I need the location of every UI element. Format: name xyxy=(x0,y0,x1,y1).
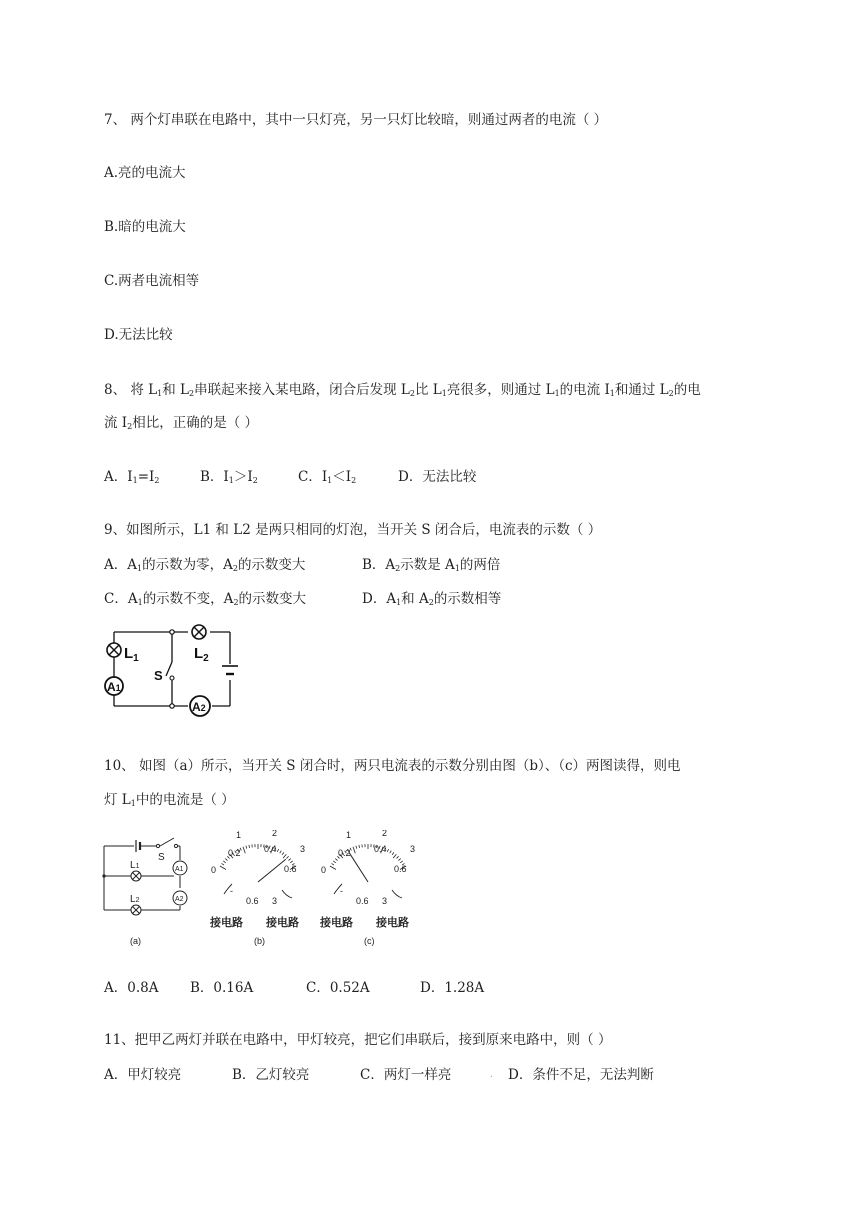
label-a1: A1 xyxy=(107,680,121,694)
meter-b-tick xyxy=(225,859,227,861)
q10-figure xyxy=(100,830,420,950)
meter-c-tick xyxy=(330,866,336,870)
meter-b-tick xyxy=(289,859,291,861)
meter-c-term-06: 0.6 xyxy=(356,896,369,906)
meter-b-jie-left: 接电路 xyxy=(210,917,243,929)
meter-b-scale-2: 2 xyxy=(272,830,278,838)
meter-c-needle xyxy=(349,853,368,882)
meter-b-scale-0.2: 0.2 xyxy=(228,848,241,858)
q10-lamp-l2-icon xyxy=(131,905,141,915)
q10-option-a: A．0.8A xyxy=(104,980,159,996)
meter-b-tick xyxy=(277,849,279,852)
meter-b-tick xyxy=(283,854,286,858)
q10-caption-b: (b) xyxy=(254,936,265,946)
meter-b-scale-1: 1 xyxy=(236,830,242,840)
q7-option-b: B.暗的电流大 xyxy=(104,219,186,235)
meter-c-tick xyxy=(392,852,394,854)
q8-sub: 1 xyxy=(554,389,560,398)
q10-option-c: C．0.52A xyxy=(306,980,370,996)
q7-option-c: C.两者电流相等 xyxy=(104,273,200,289)
label-a2: A2 xyxy=(192,700,206,714)
q10-option-b: B．0.16A xyxy=(190,980,254,996)
q8-sub: 2 xyxy=(409,389,415,398)
q8-sub: 2 xyxy=(668,389,674,398)
q8-option-d: D．无法比较 xyxy=(398,469,477,485)
q9-option-a: A．$A_1$的示数为零，$A_2$的示数变大 xyxy=(104,557,306,573)
label-s: S xyxy=(154,668,163,683)
meter-c-tick xyxy=(353,847,355,854)
q8-option-b: B．$I_1>I_2$ xyxy=(200,469,258,485)
q8-stem-line2: 流 $I_2$相比，正确的是（ ） xyxy=(104,415,259,431)
q8-option-a: A．$I_1=I_2$ xyxy=(104,469,160,485)
meter-c-scale-1: 1 xyxy=(346,830,352,840)
meter-b-scale-0: 0 xyxy=(211,865,217,875)
meter-c-tick xyxy=(400,861,402,863)
label-l1: $L_1$ xyxy=(124,645,139,664)
meter-c-tick xyxy=(397,856,399,858)
q10-label-a1: A1 xyxy=(175,866,184,873)
q9-option-d: D．$A_1$和 $A_2$的示数相等 xyxy=(362,591,502,607)
label-l2: $L_2$ xyxy=(194,645,209,664)
meter-b-scale-0.4: 0.4 xyxy=(264,844,277,854)
q10-label-s: S xyxy=(158,852,165,863)
meter-c-scale-0.2: 0.2 xyxy=(338,848,351,858)
q11-option-b: B．乙灯较亮 xyxy=(232,1067,310,1083)
meter-b-tick xyxy=(223,861,225,863)
q11-option-a: A．甲灯较亮 xyxy=(104,1067,182,1083)
meter-c-term-3: 3 xyxy=(382,896,388,906)
meter-b-scale-0.6: 0.6 xyxy=(284,864,297,874)
meter-c-tick xyxy=(335,859,337,861)
meter-b-scale-3: 3 xyxy=(300,844,306,854)
meter-c-tick xyxy=(333,861,335,863)
q9-option-b: B．$A_2$示数是 $A_1$的两倍 xyxy=(362,557,501,573)
meter-c-tick xyxy=(359,845,360,848)
meter-c-scale-0.6: 0.6 xyxy=(394,864,407,874)
meter-b-tick xyxy=(282,852,284,854)
meter-c-scale-2: 2 xyxy=(382,830,388,838)
q10-label-a2: A2 xyxy=(175,896,184,903)
meter-c-tick xyxy=(390,851,392,854)
meter-b-jie-right: 接电路 xyxy=(266,917,299,929)
meter-c-scale-3: 3 xyxy=(410,844,416,854)
q10-label-l1: L1 xyxy=(130,860,140,871)
meter-c-jie-right: 接电路 xyxy=(376,917,409,929)
meter-b-tick xyxy=(249,845,250,848)
meter-c-tick xyxy=(399,859,401,861)
q10-stem-line1: 10、 如图（a）所示，当开关 S 闭合时，两只电流表的示数分别由图（b）、（c）两图读得，则电 xyxy=(104,758,681,774)
meter-c-term-minus: - xyxy=(340,886,343,896)
q10-stem-line2: 灯 $L_1$中的电流是（ ） xyxy=(104,792,235,808)
q9-option-c: C．$A_1$的示数不变，$A_2$的示数变大 xyxy=(104,591,307,607)
lamp-l2-icon xyxy=(192,625,206,639)
meter-c-tick xyxy=(332,863,335,865)
meter-b-term-06: 0.6 xyxy=(246,896,259,906)
q10-option-d: D．1.28A xyxy=(420,980,485,996)
meter-b-term-3: 3 xyxy=(272,896,278,906)
meter-c-jie-left: 接电路 xyxy=(320,917,353,929)
meter-c-tick xyxy=(356,846,357,849)
q7-option-d: D.无法比较 xyxy=(104,327,173,343)
q10-lamp-l1-icon xyxy=(131,871,141,881)
meter-b-term-minus: - xyxy=(230,886,233,896)
meter-b-tick xyxy=(280,851,282,854)
q7-option-a: A.亮的电流大 xyxy=(104,165,186,181)
q11-stray-dot: . xyxy=(490,1070,493,1080)
q7-stem: 7、 两个灯串联在电路中，其中一只灯亮，另一只灯比较暗，则通过两者的电流（ ） xyxy=(104,112,608,128)
q9-stem: 9、如图所示，L1 和 L2 是两只相同的灯泡，当开关 S 闭合后，电流表的示数（ ） xyxy=(104,522,602,538)
q9-circuit-diagram xyxy=(100,622,250,722)
q10-meter-c xyxy=(319,830,415,946)
q10-caption-c: (c) xyxy=(364,936,375,946)
meter-c-tick xyxy=(393,854,396,858)
meter-b-needle xyxy=(258,859,286,882)
lamp-l1-icon xyxy=(107,643,121,657)
q11-option-c: C．两灯一样亮 xyxy=(360,1067,452,1083)
meter-b-tick xyxy=(287,856,289,858)
q10-label-l2: L2 xyxy=(130,894,140,905)
meter-c-scale-0: 0 xyxy=(321,865,327,875)
meter-b-tick xyxy=(220,866,226,870)
meter-b-tick xyxy=(290,861,292,863)
q10-meter-b xyxy=(209,830,305,946)
q10-circuit-a xyxy=(104,838,180,910)
q10-caption-a: (a) xyxy=(130,936,141,946)
q8-option-c: C．$I_1<I_2$ xyxy=(298,469,357,485)
q11-option-d: D．条件不足，无法判断 xyxy=(508,1067,654,1083)
meter-c-scale-0.4: 0.4 xyxy=(374,844,387,854)
q8-sub: 1 xyxy=(609,389,615,398)
meter-c-tick xyxy=(387,849,389,852)
meter-b-tick xyxy=(243,847,245,854)
q8-sub: 1 xyxy=(441,389,447,398)
q8-stem-line1: 8、 将 $L_1$和 $L_2$串联起来接入某电路，闭合后发现 $L_2$比 $L_1$亮很多，则通过 $L_1$的电流 $I_1$和通过 $L_2$的电 xyxy=(104,382,701,398)
q11-stem: 11、把甲乙两灯并联在电路中，甲灯较亮，把它们串联后，接到原来电路中，则（ ） xyxy=(104,1032,612,1048)
meter-b-tick xyxy=(246,846,247,849)
meter-b-tick xyxy=(222,863,225,865)
